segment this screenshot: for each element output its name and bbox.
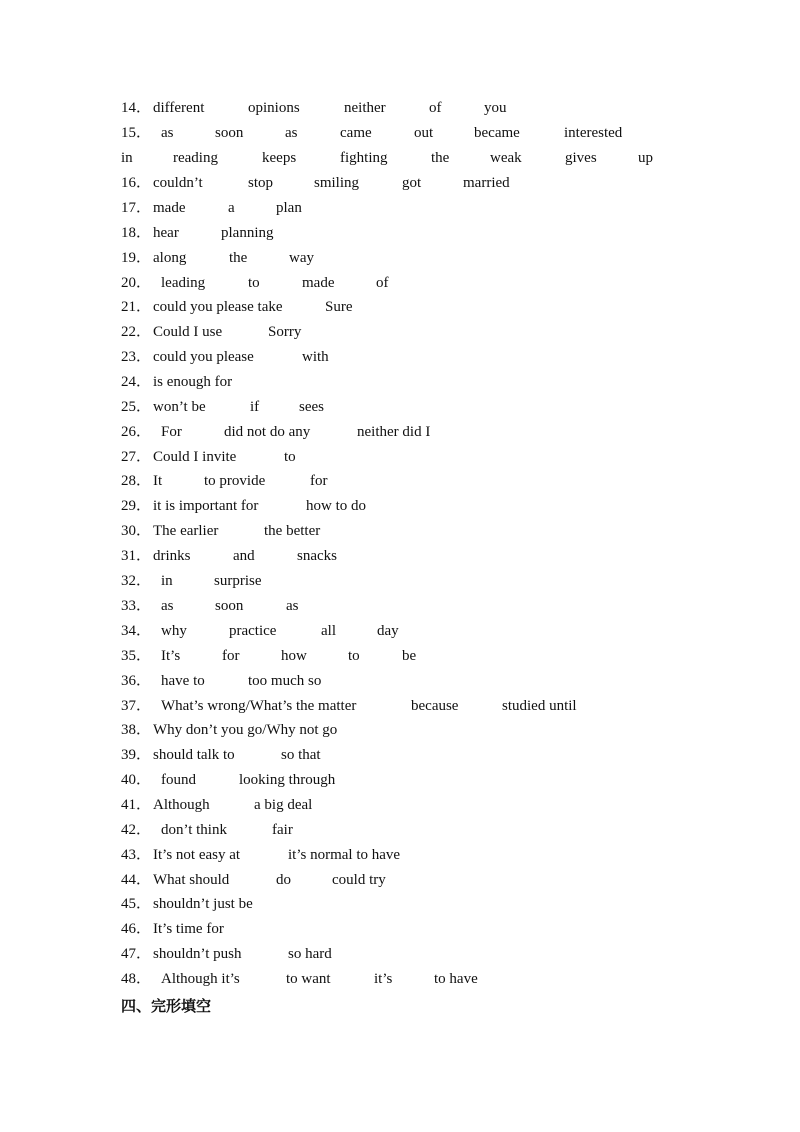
answer-phrase: Why don’t you go/Why not go	[153, 722, 338, 738]
item-number: 15．	[121, 125, 152, 141]
answer-phrase: a	[228, 200, 235, 216]
item-number: 20．	[121, 275, 152, 291]
answer-phrase: to	[248, 275, 260, 291]
item-number: 16．	[121, 175, 152, 191]
answer-phrase: it’s	[374, 971, 393, 987]
item-number: 38．	[121, 722, 152, 738]
answer-line	[0, 173, 800, 197]
item-number: 45．	[121, 896, 152, 912]
answer-line	[0, 322, 800, 346]
answer-phrase: to have	[434, 971, 478, 987]
answer-phrase: It’s	[161, 648, 181, 664]
answer-phrase: snacks	[297, 548, 337, 564]
answer-phrase: practice	[229, 623, 277, 639]
item-number: 23．	[121, 349, 152, 365]
answer-line	[0, 297, 800, 321]
answer-line	[0, 546, 800, 570]
answer-phrase: a big deal	[254, 797, 313, 813]
answer-line	[0, 720, 800, 744]
answer-line	[0, 496, 800, 520]
answer-phrase: smiling	[314, 175, 360, 191]
answer-phrase: to want	[286, 971, 331, 987]
answer-phrase: so that	[281, 747, 321, 763]
answer-line	[0, 671, 800, 695]
answer-phrase: could try	[332, 872, 386, 888]
answer-line	[0, 745, 800, 769]
answer-phrase: What’s wrong/What’s the matter	[161, 698, 357, 714]
answer-phrase: hear	[153, 225, 179, 241]
item-number: 24．	[121, 374, 152, 390]
answer-phrase: neither did I	[357, 424, 431, 440]
answer-phrase: made	[302, 275, 335, 291]
answer-phrase: Could I invite	[153, 449, 237, 465]
answer-line	[0, 621, 800, 645]
answer-phrase: neither	[344, 100, 386, 116]
answer-phrase: could you please take	[153, 299, 283, 315]
answer-phrase: fighting	[340, 150, 388, 166]
answer-phrase: Sure	[325, 299, 353, 315]
answer-phrase: became	[474, 125, 520, 141]
answer-phrase: What should	[153, 872, 230, 888]
answer-phrase: up	[638, 150, 653, 166]
answer-phrase: won’t be	[153, 399, 206, 415]
answer-phrase: to	[348, 648, 360, 664]
answer-phrase: as	[161, 598, 174, 614]
answer-line	[0, 696, 800, 720]
answer-phrase: because	[411, 698, 459, 714]
answer-phrase: it’s normal to have	[288, 847, 401, 863]
answer-phrase: and	[233, 548, 255, 564]
answer-phrase: soon	[215, 598, 244, 614]
answer-phrase: did not do any	[224, 424, 311, 440]
item-number: 43．	[121, 847, 152, 863]
answer-phrase: the better	[264, 523, 321, 539]
answer-phrase: for	[222, 648, 240, 664]
answer-phrase: It’s time for	[153, 921, 224, 937]
answer-line	[0, 795, 800, 819]
answer-phrase: reading	[173, 150, 218, 166]
item-number: 39．	[121, 747, 152, 763]
answer-line	[0, 372, 800, 396]
answer-phrase: be	[402, 648, 417, 664]
answer-phrase: in	[161, 573, 173, 589]
item-number: 44．	[121, 872, 152, 888]
answer-phrase: came	[340, 125, 372, 141]
answer-line	[0, 98, 800, 122]
answer-phrase: Although it’s	[161, 971, 240, 987]
answer-line	[0, 845, 800, 869]
answer-line	[0, 944, 800, 968]
answer-phrase: way	[289, 250, 314, 266]
answer-phrase: in	[121, 150, 133, 166]
answer-phrase: as	[285, 125, 298, 141]
item-number: 42．	[121, 822, 152, 838]
answer-line	[0, 870, 800, 894]
answer-phrase: the	[431, 150, 450, 166]
answer-line	[0, 397, 800, 421]
answer-phrase: you	[484, 100, 507, 116]
answer-phrase: drinks	[153, 548, 191, 564]
answer-phrase: along	[153, 250, 187, 266]
answer-phrase: so hard	[288, 946, 332, 962]
item-number: 32．	[121, 573, 152, 589]
answer-phrase: all	[321, 623, 336, 639]
answer-phrase: The earlier	[153, 523, 219, 539]
answer-line	[0, 273, 800, 297]
item-number: 26．	[121, 424, 152, 440]
answer-phrase: leading	[161, 275, 206, 291]
item-number: 29．	[121, 498, 152, 514]
item-number: 28．	[121, 473, 152, 489]
item-number: 36．	[121, 673, 152, 689]
answer-phrase: could you please	[153, 349, 254, 365]
answer-phrase: of	[376, 275, 389, 291]
item-number: 31．	[121, 548, 152, 564]
item-number: 18．	[121, 225, 152, 241]
answer-phrase: studied until	[502, 698, 577, 714]
item-number: 14．	[121, 100, 152, 116]
answer-phrase: shouldn’t just be	[153, 896, 253, 912]
answer-phrase: if	[250, 399, 260, 415]
answer-phrase: Although	[153, 797, 210, 813]
answer-line	[0, 447, 800, 471]
item-number: 34．	[121, 623, 152, 639]
answer-phrase: how to do	[306, 498, 366, 514]
answer-phrase: got	[402, 175, 422, 191]
answer-line	[0, 198, 800, 222]
item-number: 33．	[121, 598, 152, 614]
item-number: 41．	[121, 797, 152, 813]
answer-line	[0, 148, 800, 172]
answer-phrase: different	[153, 100, 205, 116]
answer-phrase: Sorry	[268, 324, 302, 340]
answer-line	[0, 646, 800, 670]
answer-phrase: as	[286, 598, 299, 614]
answer-line	[0, 969, 800, 993]
answer-phrase: to	[284, 449, 296, 465]
answer-phrase: looking through	[239, 772, 336, 788]
answer-phrase: as	[161, 125, 174, 141]
answer-phrase: planning	[221, 225, 274, 241]
answer-phrase: fair	[272, 822, 293, 838]
item-number: 46．	[121, 921, 152, 937]
answer-phrase: couldn’t	[153, 175, 203, 191]
answer-phrase: don’t think	[161, 822, 227, 838]
answer-phrase: for	[310, 473, 328, 489]
item-number: 21．	[121, 299, 152, 315]
answer-line	[0, 820, 800, 844]
answer-phrase: of	[429, 100, 442, 116]
answer-phrase: have to	[161, 673, 205, 689]
item-number: 48．	[121, 971, 152, 987]
answer-phrase: the	[229, 250, 248, 266]
answer-line	[0, 521, 800, 545]
answer-line	[0, 223, 800, 247]
answer-phrase: Could I use	[153, 324, 223, 340]
answer-phrase: It	[153, 473, 163, 489]
item-number: 25．	[121, 399, 152, 415]
answer-phrase: It’s not easy at	[153, 847, 241, 863]
answer-phrase: should talk to	[153, 747, 235, 763]
answer-phrase: do	[276, 872, 291, 888]
answer-phrase: surprise	[214, 573, 262, 589]
answer-phrase: with	[302, 349, 329, 365]
answer-phrase: opinions	[248, 100, 300, 116]
item-number: 22．	[121, 324, 152, 340]
item-number: 35．	[121, 648, 152, 664]
item-number: 30．	[121, 523, 152, 539]
section-heading: 四、完形填空	[121, 997, 212, 1015]
answer-line	[0, 770, 800, 794]
answer-phrase: shouldn’t push	[153, 946, 242, 962]
answer-phrase: keeps	[262, 150, 297, 166]
answer-phrase: out	[414, 125, 434, 141]
answer-phrase: too much so	[248, 673, 322, 689]
item-number: 27．	[121, 449, 152, 465]
answer-phrase: to provide	[204, 473, 266, 489]
answer-line	[0, 919, 800, 943]
answer-phrase: married	[463, 175, 510, 191]
answer-phrase: it is important for	[153, 498, 259, 514]
item-number: 47．	[121, 946, 152, 962]
answer-phrase: weak	[490, 150, 522, 166]
answer-line	[0, 422, 800, 446]
answer-line	[0, 347, 800, 371]
answer-line	[0, 471, 800, 495]
answer-line	[0, 571, 800, 595]
answer-line	[0, 596, 800, 620]
item-number: 17．	[121, 200, 152, 216]
answer-phrase: is enough for	[153, 374, 233, 390]
answer-line	[0, 123, 800, 147]
answer-phrase: why	[161, 623, 187, 639]
item-number: 37．	[121, 698, 152, 714]
answer-phrase: stop	[248, 175, 274, 191]
answer-phrase: made	[153, 200, 186, 216]
answer-phrase: day	[377, 623, 399, 639]
answer-phrase: soon	[215, 125, 244, 141]
answer-phrase: sees	[299, 399, 324, 415]
answer-line	[0, 894, 800, 918]
answer-line	[0, 248, 800, 272]
answer-phrase: how	[281, 648, 307, 664]
answer-phrase: interested	[564, 125, 623, 141]
item-number: 40．	[121, 772, 152, 788]
answer-phrase: plan	[276, 200, 302, 216]
answer-phrase: gives	[565, 150, 597, 166]
item-number: 19．	[121, 250, 152, 266]
answer-phrase: For	[161, 424, 182, 440]
answer-phrase: found	[161, 772, 196, 788]
